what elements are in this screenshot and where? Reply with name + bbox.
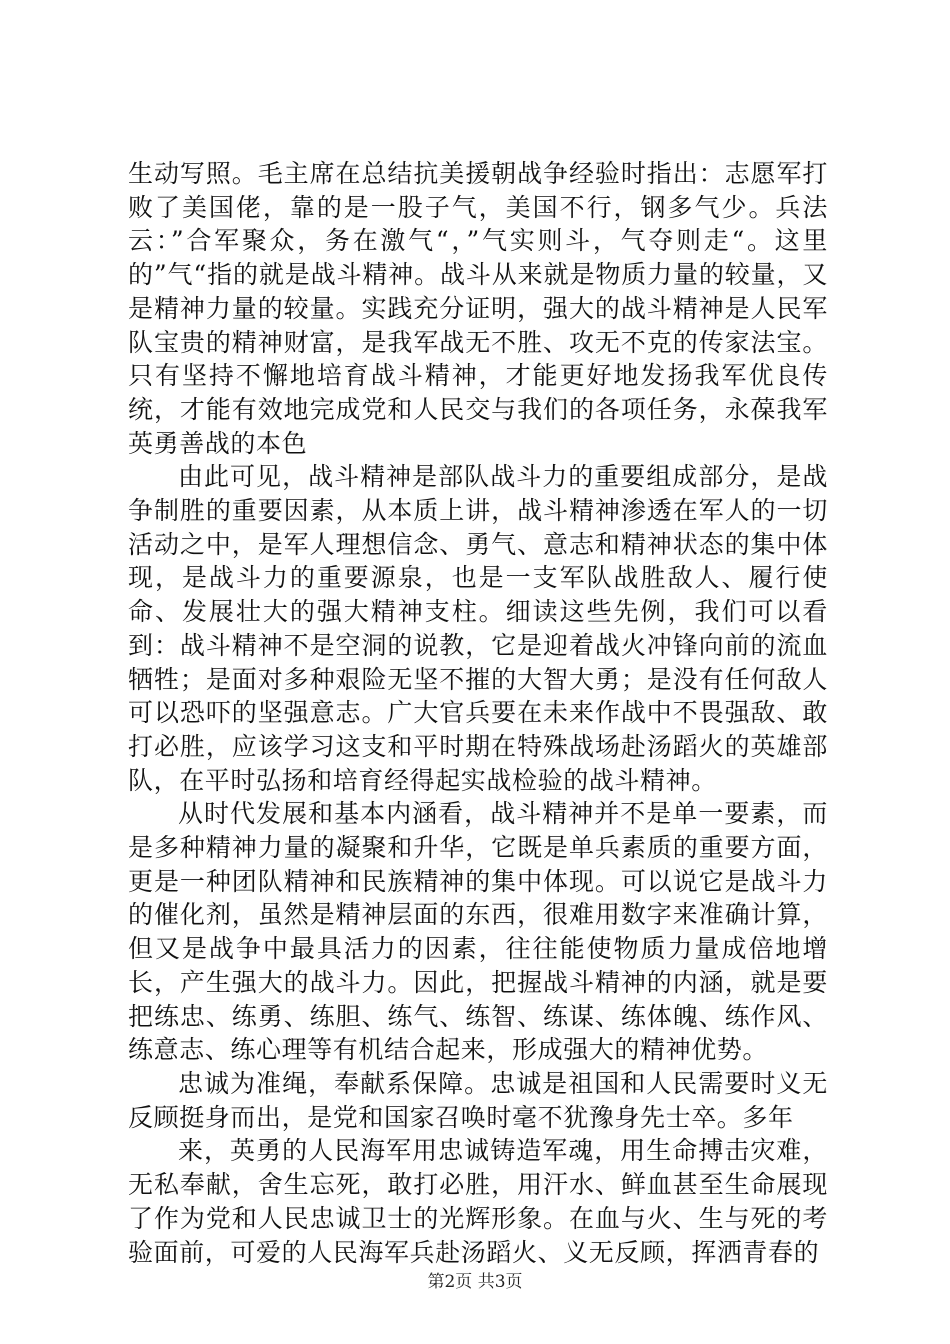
page-number-footer: 第2页 共3页	[427, 1272, 523, 1292]
paragraph-2: 由此可见，战斗精神是部队战斗力的重要组成部分，是战争制胜的重要因素，从本质上讲，战斗精神渗透在军人的一切活动之中，是军人理想信念、勇气、意志和精神状态的集中体现，是战斗力的重要源泉，也是一支军队战胜敌人、履行使命、发展壮大的强大精神支柱。细读这些先例，我们可以看到：战斗精神不是空洞的说教，它是迎着战火冲锋向前的流血牺牲；是面对多种艰险无坚不摧的大智大勇；是没有任何敌人可以恐吓的坚强意志。广大官兵要在未来作战中不畏强敌、敢打必胜，应该学习这支和平时期在特殊战场赴汤蹈火的英雄部队，在平时弘扬和培育经得起实战检验的战斗精神。	[128, 462, 828, 795]
paragraph-3: 从时代发展和基本内涵看，战斗精神并不是单一要素，而是多种精神力量的凝聚和升华，它既是单兵素质的重要方面，更是一种团队精神和民族精神的集中体现。可以说它是战斗力的催化剂，虽然是精神层面的东西，很难用数字来准确计算，但又是战争中最具活力的因素，往往能使物质力量成倍地增长，产生强大的战斗力。因此，把握战斗精神的内涵，就是要把练忠、练勇、练胆、练气、练智、练谋、练体魄、练作风、练意志、练心理等有机结合起来，形成强大的精神优势。	[128, 799, 828, 1065]
paragraph-5: 来，英勇的人民海军用忠诚铸造军魂，用生命搏击灾难，无私奉献，舍生忘死，敢打必胜，用汗水、鲜血甚至生命展现了作为党和人民忠诚卫士的光辉形象。在血与火、生与死的考验面前，可爱的人民海军兵赴汤蹈火、义无反顾，挥洒青春的	[128, 1136, 828, 1267]
paragraph-1: 生动写照。毛主席在总结抗美援朝战争经验时指出：志愿军打败了美国佬，靠的是一股子气，美国不行，钢多气少。兵法云：”合军聚众，务在激气“，”气实则斗，气夺则走“。这里的”气“指的就是战斗精神。战斗从来就是物质力量的较量，又是精神力量的较量。实践充分证明，强大的战斗精神是人民军队宝贵的精神财富，是我军战无不胜、攻无不克的传家法宝。只有坚持不懈地培育战斗精神，才能更好地发扬我军优良传统，才能有效地完成党和人民交与我们的各项任务，永葆我军英勇善战的本色	[128, 159, 828, 458]
document-body	[128, 157, 828, 1269]
paragraph-4: 忠诚为准绳，奉献系保障。忠诚是祖国和人民需要时义无反顾挺身而出，是党和国家召唤时毫不犹豫身先士卒。多年	[128, 1068, 828, 1132]
